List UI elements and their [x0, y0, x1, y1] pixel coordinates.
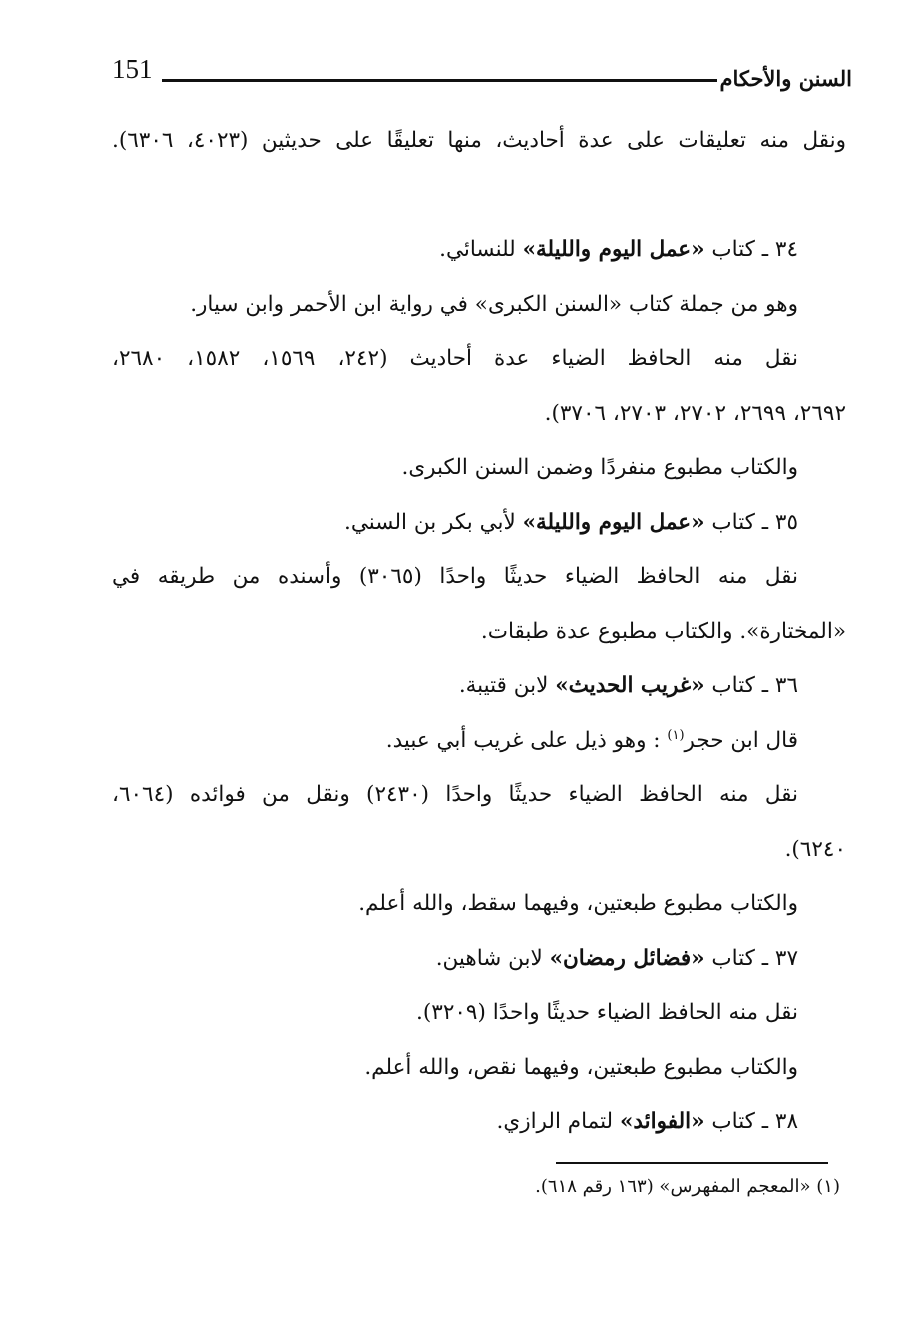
- text-line: نقل منه الحافظ الضياء حديثًا واحدًا (٣٠٦٥) وأسنده من طريقه في: [112, 564, 798, 589]
- text-segment: : وهو ذيل على غريب أبي عبيد.: [385, 727, 668, 753]
- book-title: «الفوائد»: [619, 1109, 705, 1134]
- entry-number: ٣٦ ـ كتاب: [704, 673, 798, 698]
- book-entry-37: [112, 932, 846, 987]
- entry-number: ٣٨ ـ كتاب: [704, 1109, 798, 1134]
- running-title: السنن والأحكام: [719, 66, 852, 91]
- entry-author: لأبي بكر بن السني.: [344, 509, 523, 535]
- book-entry-35: [112, 496, 846, 551]
- entry-author: لابن شاهين.: [435, 945, 550, 971]
- text-line: والكتاب مطبوع طبعتين، وفيهما نقص، والله أعلم.: [364, 1054, 798, 1080]
- entry-author: لتمام الرازي.: [496, 1109, 620, 1134]
- book-entry-36: [112, 659, 846, 714]
- book-title: «عمل اليوم والليلة»: [522, 237, 705, 262]
- book-entry-34: [112, 223, 846, 278]
- page-header: [112, 50, 852, 100]
- text-line: نقل منه الحافظ الضياء عدة أحاديث (٢٤٢، ١٥٦٩، ١٥٨٢، ٢٦٨٠،: [112, 346, 798, 371]
- text-line: نقل منه الحافظ الضياء حديثًا واحدًا (٢٤٣٠) ونقل من فوائده (٦٠٦٤،: [112, 782, 798, 807]
- book-entry-38: [112, 1095, 846, 1150]
- footnote: (١) «المعجم المفهرس» (١٦٣ رقم ٦١٨).: [535, 1176, 840, 1197]
- page-number: 151: [112, 54, 153, 84]
- text-line: والكتاب مطبوع طبعتين، وفيهما سقط، والله أعلم.: [358, 891, 798, 916]
- text-line-with-footnote: [112, 714, 846, 769]
- header-rule: [162, 79, 717, 82]
- entry-number: ٣٥ ـ كتاب: [704, 509, 798, 535]
- text-line: ٦٢٤٠).: [784, 836, 846, 862]
- text-line-continuation: [112, 169, 846, 224]
- book-title: «غريب الحديث»: [555, 673, 705, 698]
- text-line: والكتاب مطبوع منفردًا وضمن السنن الكبرى.: [401, 455, 798, 480]
- footnote-rule: [556, 1162, 828, 1164]
- text-segment: قال ابن حجر: [684, 727, 798, 753]
- body-text: [112, 114, 846, 1150]
- text-line: ونقل منه تعليقات على عدة أحاديث، منها تعليقًا على حديثين (٤٠٢٣، ٦٣٠٦).: [112, 128, 846, 153]
- entry-number: ٣٧ ـ كتاب: [704, 945, 798, 971]
- text-line: ٢٦٩٢، ٢٦٩٩، ٢٧٠٢، ٢٧٠٣، ٣٧٠٦).: [544, 400, 846, 426]
- book-title: «فضائل رمضان»: [549, 945, 705, 971]
- text-line: وهو من جملة كتاب «السنن الكبرى» في رواية ابن الأحمر وابن سيار.: [190, 291, 798, 317]
- text-line: نقل منه الحافظ الضياء حديثًا واحدًا (٣٢٠٩).: [416, 1000, 798, 1025]
- entry-number: ٣٤ ـ كتاب: [704, 237, 798, 262]
- footnote-marker: (١): [667, 727, 685, 743]
- book-title: «عمل اليوم والليلة»: [522, 509, 705, 535]
- text-line: «المختارة». والكتاب مطبوع عدة طبقات.: [480, 618, 846, 644]
- entry-author: للنسائي.: [439, 237, 523, 262]
- entry-author: لابن قتيبة.: [458, 673, 556, 698]
